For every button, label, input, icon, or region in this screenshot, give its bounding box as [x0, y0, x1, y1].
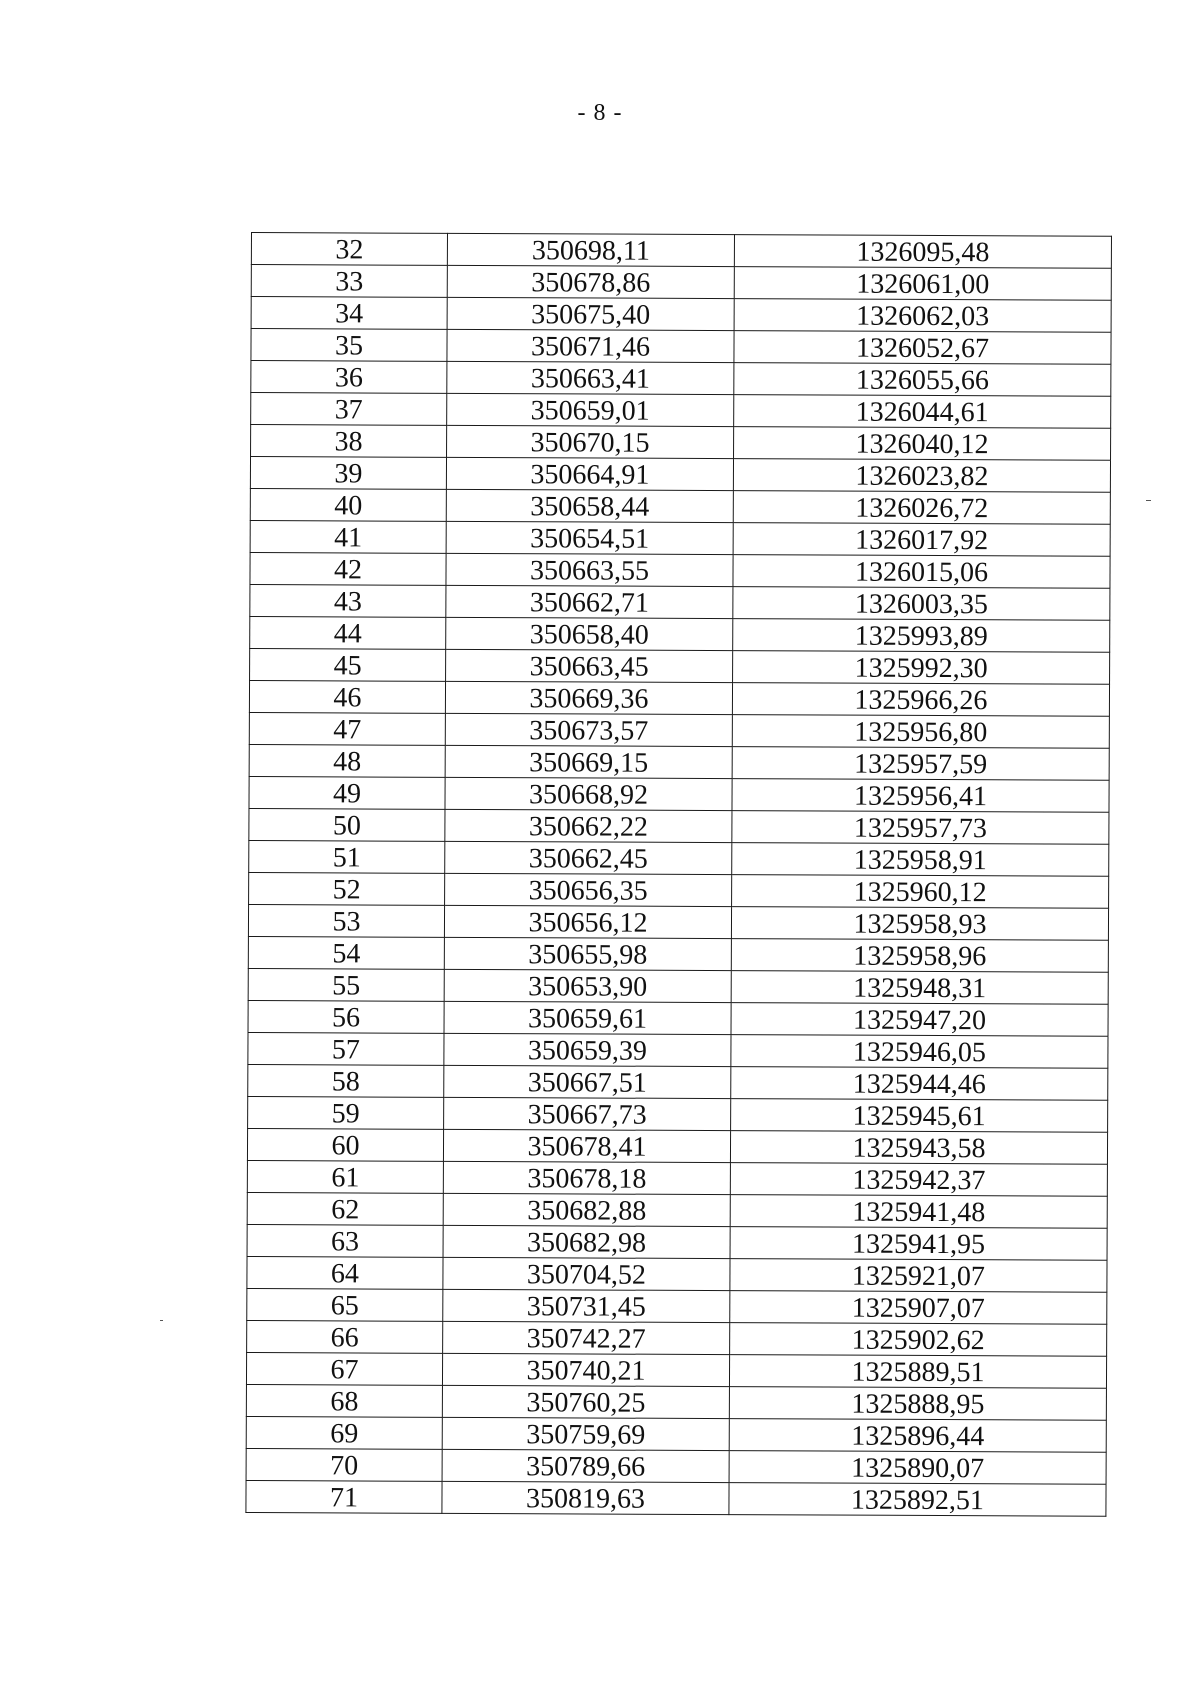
y-coordinate-cell: 1325889,51 [729, 1355, 1106, 1389]
point-number-cell: 45 [250, 648, 446, 681]
x-coordinate-cell: 350663,41 [447, 361, 734, 394]
y-coordinate-cell: 1326026,72 [733, 491, 1110, 525]
x-coordinate-cell: 350659,39 [444, 1033, 731, 1066]
table-row [250, 520, 1110, 556]
table-row [248, 1000, 1108, 1036]
x-coordinate-cell: 350740,21 [442, 1353, 729, 1386]
point-number-cell: 68 [246, 1384, 442, 1417]
page-number: - 8 - [577, 100, 623, 126]
table-row [247, 1320, 1107, 1356]
point-number-cell: 43 [250, 584, 446, 617]
table-row [249, 776, 1109, 812]
y-coordinate-cell: 1325941,48 [730, 1195, 1107, 1229]
y-coordinate-cell: 1325992,30 [733, 651, 1110, 685]
x-coordinate-cell: 350663,55 [446, 553, 733, 586]
point-number-cell: 52 [249, 872, 445, 905]
y-coordinate-cell: 1325946,05 [731, 1035, 1108, 1069]
point-number-cell: 51 [249, 840, 445, 873]
point-number-cell: 59 [248, 1096, 444, 1129]
y-coordinate-cell: 1325942,37 [730, 1163, 1107, 1197]
point-number-cell: 47 [249, 712, 445, 745]
table-row [251, 297, 1111, 333]
x-coordinate-cell: 350698,11 [447, 233, 734, 266]
y-coordinate-cell: 1325960,12 [732, 875, 1109, 909]
point-number-cell: 40 [250, 488, 446, 521]
table-row [246, 1480, 1106, 1516]
y-coordinate-cell: 1326055,66 [734, 363, 1111, 397]
y-coordinate-cell: 1325943,58 [730, 1131, 1107, 1165]
point-number-cell: 50 [249, 808, 445, 841]
y-coordinate-cell: 1325888,95 [729, 1387, 1106, 1421]
y-coordinate-cell: 1325907,07 [730, 1291, 1107, 1325]
table-row [248, 1032, 1108, 1068]
y-coordinate-cell: 1326062,03 [734, 299, 1111, 333]
x-coordinate-cell: 350760,25 [442, 1385, 729, 1418]
point-number-cell: 67 [246, 1352, 442, 1385]
table-row [246, 1384, 1106, 1420]
table-row [251, 329, 1111, 365]
y-coordinate-cell: 1325958,96 [731, 939, 1108, 973]
point-number-cell: 46 [249, 680, 445, 713]
table-row [250, 552, 1110, 588]
table-row [248, 1064, 1108, 1100]
x-coordinate-cell: 350671,46 [447, 329, 734, 362]
point-number-cell: 66 [247, 1320, 443, 1353]
y-coordinate-cell: 1325993,89 [733, 619, 1110, 653]
y-coordinate-cell: 1326052,67 [734, 331, 1111, 365]
table-row [246, 1416, 1106, 1452]
x-coordinate-cell: 350654,51 [446, 521, 733, 554]
x-coordinate-cell: 350670,15 [447, 425, 734, 458]
point-number-cell: 58 [248, 1064, 444, 1097]
point-number-cell: 38 [251, 425, 447, 458]
x-coordinate-cell: 350662,45 [445, 841, 732, 874]
table-row [246, 1352, 1106, 1388]
x-coordinate-cell: 350653,90 [444, 969, 731, 1002]
table-row [250, 488, 1110, 524]
coordinates-table [245, 232, 1112, 1517]
y-coordinate-cell: 1325896,44 [729, 1419, 1106, 1453]
x-coordinate-cell: 350668,92 [445, 777, 732, 810]
point-number-cell: 61 [247, 1160, 443, 1193]
table-row [248, 936, 1108, 972]
y-coordinate-cell: 1325957,73 [732, 811, 1109, 845]
table-row [251, 425, 1111, 461]
point-number-cell: 70 [246, 1448, 442, 1481]
table-row [247, 1288, 1107, 1324]
table-row [250, 457, 1110, 493]
table-row [249, 872, 1109, 908]
point-number-cell: 71 [246, 1480, 442, 1513]
point-number-cell: 53 [248, 904, 444, 937]
x-coordinate-cell: 350659,01 [447, 393, 734, 426]
x-coordinate-cell: 350656,35 [445, 873, 732, 906]
table-row [249, 808, 1109, 844]
x-coordinate-cell: 350656,12 [444, 905, 731, 938]
x-coordinate-cell: 350669,15 [445, 745, 732, 778]
table-row [247, 1192, 1107, 1228]
point-number-cell: 62 [247, 1192, 443, 1225]
coordinates-table-body [246, 233, 1112, 1517]
table-row [248, 1096, 1108, 1132]
y-coordinate-cell: 1326040,12 [734, 427, 1111, 461]
table-row [249, 840, 1109, 876]
y-coordinate-cell: 1325948,31 [731, 971, 1108, 1005]
point-number-cell: 39 [250, 457, 446, 490]
y-coordinate-cell: 1326003,35 [733, 587, 1110, 621]
y-coordinate-cell: 1325956,80 [732, 715, 1109, 749]
point-number-cell: 54 [248, 936, 444, 969]
point-number-cell: 48 [249, 744, 445, 777]
y-coordinate-cell: 1325945,61 [731, 1099, 1108, 1133]
point-number-cell: 63 [247, 1224, 443, 1257]
point-number-cell: 64 [247, 1256, 443, 1289]
x-coordinate-cell: 350678,41 [443, 1129, 730, 1162]
table-row [247, 1224, 1107, 1260]
x-coordinate-cell: 350819,63 [442, 1481, 729, 1514]
x-coordinate-cell: 350667,73 [444, 1097, 731, 1130]
point-number-cell: 32 [251, 233, 447, 266]
x-coordinate-cell: 350659,61 [444, 1001, 731, 1034]
table-row [250, 648, 1110, 684]
scan-speck [160, 1320, 163, 1321]
point-number-cell: 56 [248, 1000, 444, 1033]
table-row [249, 680, 1109, 716]
x-coordinate-cell: 350731,45 [443, 1289, 730, 1322]
x-coordinate-cell: 350662,22 [445, 809, 732, 842]
point-number-cell: 55 [248, 968, 444, 1001]
table-row [249, 712, 1109, 748]
x-coordinate-cell: 350678,86 [447, 265, 734, 298]
x-coordinate-cell: 350662,71 [446, 585, 733, 618]
y-coordinate-cell: 1325956,41 [732, 779, 1109, 813]
y-coordinate-cell: 1325966,26 [732, 683, 1109, 717]
x-coordinate-cell: 350682,98 [443, 1225, 730, 1258]
y-coordinate-cell: 1326015,06 [733, 555, 1110, 589]
x-coordinate-cell: 350658,44 [446, 489, 733, 522]
table-row [249, 744, 1109, 780]
x-coordinate-cell: 350759,69 [442, 1417, 729, 1450]
point-number-cell: 60 [247, 1128, 443, 1161]
point-number-cell: 44 [250, 616, 446, 649]
point-number-cell: 41 [250, 520, 446, 553]
x-coordinate-cell: 350704,52 [443, 1257, 730, 1290]
point-number-cell: 36 [251, 361, 447, 394]
table-row [247, 1128, 1107, 1164]
y-coordinate-cell: 1326023,82 [733, 459, 1110, 493]
x-coordinate-cell: 350675,40 [447, 297, 734, 330]
y-coordinate-cell: 1325957,59 [732, 747, 1109, 781]
y-coordinate-cell: 1326017,92 [733, 523, 1110, 557]
y-coordinate-cell: 1325902,62 [730, 1323, 1107, 1357]
x-coordinate-cell: 350682,88 [443, 1193, 730, 1226]
x-coordinate-cell: 350678,18 [443, 1161, 730, 1194]
y-coordinate-cell: 1325958,91 [732, 843, 1109, 877]
point-number-cell: 69 [246, 1416, 442, 1449]
point-number-cell: 33 [251, 265, 447, 298]
y-coordinate-cell: 1325921,07 [730, 1259, 1107, 1293]
point-number-cell: 65 [247, 1288, 443, 1321]
y-coordinate-cell: 1325958,93 [731, 907, 1108, 941]
point-number-cell: 57 [248, 1032, 444, 1065]
y-coordinate-cell: 1325892,51 [729, 1483, 1106, 1517]
table-row [251, 265, 1111, 301]
table-row [247, 1160, 1107, 1196]
point-number-cell: 37 [251, 393, 447, 426]
table-row [250, 584, 1110, 620]
y-coordinate-cell: 1325947,20 [731, 1003, 1108, 1037]
y-coordinate-cell: 1325944,46 [731, 1067, 1108, 1101]
x-coordinate-cell: 350655,98 [444, 937, 731, 970]
table-row [250, 616, 1110, 652]
table-row [251, 393, 1111, 429]
table-row [248, 904, 1108, 940]
x-coordinate-cell: 350663,45 [446, 649, 733, 682]
y-coordinate-cell: 1326061,00 [734, 267, 1111, 301]
y-coordinate-cell: 1325941,95 [730, 1227, 1107, 1261]
table-row [246, 1448, 1106, 1484]
x-coordinate-cell: 350658,40 [446, 617, 733, 650]
x-coordinate-cell: 350673,57 [445, 713, 732, 746]
table-row [251, 233, 1111, 269]
table-row [248, 968, 1108, 1004]
table-row [247, 1256, 1107, 1292]
y-coordinate-cell: 1326095,48 [734, 235, 1111, 269]
point-number-cell: 34 [251, 297, 447, 330]
point-number-cell: 35 [251, 329, 447, 362]
y-coordinate-cell: 1326044,61 [734, 395, 1111, 429]
x-coordinate-cell: 350664,91 [446, 457, 733, 490]
point-number-cell: 42 [250, 552, 446, 585]
scan-speck [1146, 500, 1151, 501]
point-number-cell: 49 [249, 776, 445, 809]
x-coordinate-cell: 350742,27 [443, 1321, 730, 1354]
x-coordinate-cell: 350667,51 [444, 1065, 731, 1098]
y-coordinate-cell: 1325890,07 [729, 1451, 1106, 1485]
x-coordinate-cell: 350789,66 [442, 1449, 729, 1482]
table-row [251, 361, 1111, 397]
x-coordinate-cell: 350669,36 [445, 681, 732, 714]
